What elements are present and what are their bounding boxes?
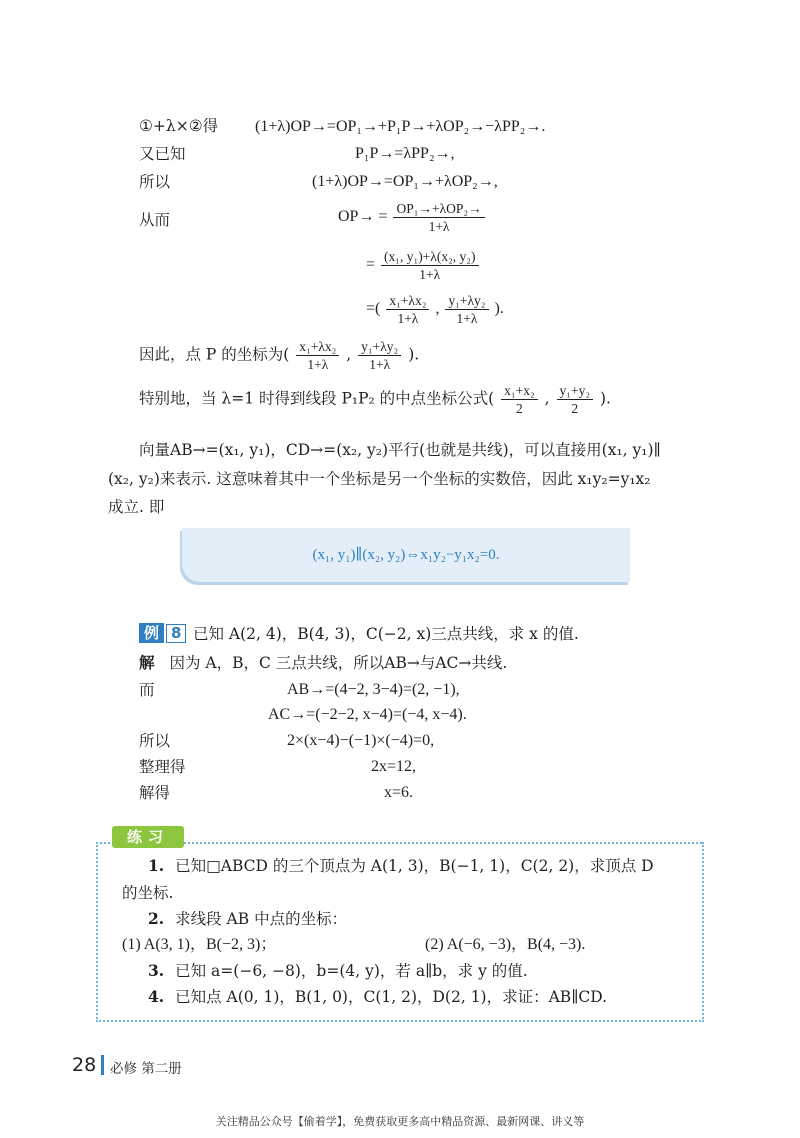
question-number: 1. [148, 856, 165, 875]
denominator: 2 [516, 401, 523, 416]
fraction [445, 292, 488, 327]
question-number: 2. [148, 909, 165, 928]
numerator: y₁+λy₂ [358, 338, 401, 356]
derivation-expr: P₁P→=λPP₂→, [355, 145, 455, 162]
denominator: 1+λ [369, 357, 391, 372]
derivation-label: 所以 [139, 173, 171, 191]
lhs: OP→ = [338, 208, 388, 226]
separator: , [435, 300, 440, 318]
denominator: 1+λ [419, 267, 441, 282]
derivation-label: 从而 [139, 211, 171, 229]
example-number: 8 [166, 624, 186, 643]
question-text: 已知点 A(0, 1)，B(1, 0)，C(1, 2)，D(2, 1)，求证：AB∥CD. [175, 988, 608, 1006]
numerator: (x₁, y₁)+λ(x₂, y₂) [381, 248, 478, 266]
fraction [393, 200, 484, 235]
solution-line [139, 653, 507, 673]
numerator: OP₁→+λOP₂→ [393, 200, 484, 218]
separator: , [544, 389, 550, 408]
close-paren: ). [494, 300, 504, 318]
derivation-expr: (1+λ)OP→=OP₁→+P₁P→+λOP₂→−λPP₂→. [255, 118, 546, 135]
question-text: 求线段 AB 中点的坐标： [175, 910, 348, 928]
step-expr: AB→=(4−2, 3−4)=(2, −1), [287, 681, 460, 698]
numerator: x₁+x₂ [501, 382, 538, 400]
fraction [501, 382, 538, 417]
conclusion-text: 因此，点 P 的坐标为( [139, 345, 290, 364]
step-expr: 2×(x−4)−(−1)×(−4)=0, [287, 732, 435, 749]
solution-label: 解 [139, 653, 155, 672]
step-label: 解得 [139, 784, 171, 802]
denominator: 1+λ [428, 219, 450, 234]
denominator: 1+λ [307, 357, 329, 372]
practice-q2 [148, 909, 347, 929]
derivation-line-4 [139, 210, 170, 230]
derivation-label: ①+λ×②得 [139, 117, 219, 135]
question-text-cont: 的坐标. [122, 884, 174, 902]
question-part-b: (2) A(−6, −3)，B(4, −3). [425, 936, 586, 953]
step-label: 所以 [139, 732, 171, 750]
paragraph-line-3: 成立. 即 [108, 498, 165, 516]
paragraph-line-2: (x₂, y₂)来表示. 这意味着其中一个坐标是另一个坐标的实数倍，因此 x₁y₂=y₁x₂ [108, 470, 651, 488]
denominator: 1+λ [397, 311, 419, 326]
derivation-line-3 [139, 172, 170, 192]
example-problem: 已知 A(2, 4)，B(4, 3)，C(−2, x)三点共线，求 x 的值. [193, 625, 579, 643]
step-expr: AC→=(−2−2, x−4)=(−4, x−4). [268, 706, 467, 723]
derivation-fraction-1 [338, 200, 487, 235]
equals: = [366, 256, 376, 274]
numerator: x₁+λx₂ [386, 292, 429, 310]
question-text: 已知 a=(−6, −8)，b=(4, y)，若 a∥b，求 y 的值. [175, 962, 528, 980]
derivation-fraction-3 [366, 292, 504, 327]
step-expr: 2x=12, [371, 758, 417, 775]
question-number: 4. [148, 987, 165, 1006]
step-expr: x=6. [384, 784, 414, 801]
footer-note: 关注精品公众号【偷着学】，免费获取更多高中精品资源、最新网课、讲义等 [215, 1115, 585, 1128]
highlight-formula: (x₁, y₁)∥(x₂, y₂)⇔x₁y₂−y₁x₂=0. [312, 547, 500, 563]
derivation-line-1 [139, 116, 545, 137]
fraction [296, 338, 339, 373]
example-label [139, 623, 186, 643]
page-number: 28 [72, 1054, 97, 1076]
fraction [557, 382, 594, 417]
close-paren: ). [408, 345, 420, 364]
practice-q4 [148, 987, 607, 1007]
question-number: 3. [148, 961, 165, 980]
paragraph-line-1: 向量AB→=(x₁, y₁)，CD→=(x₂, y₂)平行(也就是共线)，可以直接用(x₁, y₁)∥ [139, 441, 661, 459]
numerator: x₁+λx₂ [296, 338, 339, 356]
book-title: 必修 第二册 [110, 1061, 182, 1077]
derivation-line-2 [139, 144, 186, 164]
fraction [381, 248, 478, 283]
derivation-fraction-2 [366, 248, 481, 283]
close-paren: ). [599, 389, 611, 408]
practice-title: 练习 [112, 826, 184, 848]
question-part-a: (1) A(3, 1)，B(−2, 3)； [122, 936, 277, 953]
equals-paren: =( [366, 300, 381, 318]
denominator: 2 [571, 401, 579, 416]
step-label: 整理得 [139, 758, 186, 776]
separator: , [346, 345, 352, 364]
denominator: 1+λ [456, 311, 478, 326]
solution-text: 因为 A，B，C 三点共线，所以AB→与AC→共线. [169, 654, 508, 672]
special-case-line [139, 382, 611, 417]
practice-q1 [148, 856, 654, 876]
highlight-box [182, 528, 630, 582]
numerator: y₁+λy₂ [445, 292, 488, 310]
example-tag: 例 [139, 623, 164, 643]
derivation-label: 又已知 [139, 145, 186, 163]
special-text: 特别地，当 λ=1 时得到线段 P₁P₂ 的中点坐标公式( [139, 389, 495, 408]
page-number-bar [101, 1055, 104, 1075]
derivation-expr: (1+λ)OP→=OP₁→+λOP₂→, [312, 173, 498, 190]
conclusion-line [139, 338, 419, 373]
numerator: y₁+y₂ [557, 382, 594, 400]
step-label: 而 [139, 681, 155, 699]
question-text: 已知□ABCD 的三个顶点为 A(1, 3)，B(−1, 1)，C(2, 2)，求顶点 D [175, 857, 654, 875]
fraction [358, 338, 401, 373]
fraction [386, 292, 429, 327]
practice-q3 [148, 961, 528, 981]
